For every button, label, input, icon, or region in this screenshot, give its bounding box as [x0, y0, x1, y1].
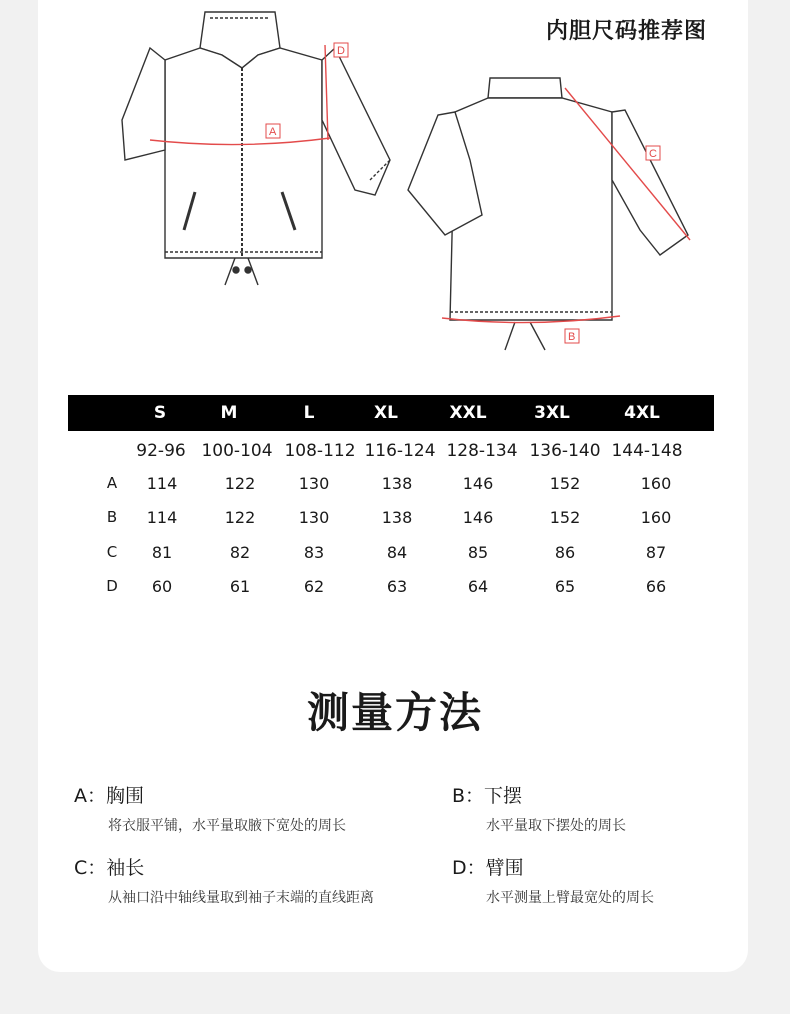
- table-cell: 81: [151, 543, 173, 562]
- size-header: M: [220, 403, 238, 423]
- table-cell: 82: [229, 543, 251, 562]
- table-cell: 122: [224, 508, 256, 527]
- range-cell: 100-104: [201, 441, 273, 461]
- size-range-row: [0, 441, 790, 463]
- size-header: S: [153, 403, 167, 423]
- range-cell: 92-96: [136, 441, 186, 461]
- table-cell: 85: [467, 543, 489, 562]
- measure-desc-chest: 将衣服平铺，水平量取腋下宽处的周长: [108, 818, 346, 834]
- table-cell: 61: [229, 577, 251, 596]
- table-cell: 146: [462, 474, 494, 493]
- row-label: A: [106, 474, 118, 492]
- back-jacket-illustration: [408, 78, 688, 350]
- table-cell: 130: [298, 474, 330, 493]
- measure-head-chest: A：胸围: [74, 785, 144, 807]
- measure-section-title: 测量方法: [306, 688, 483, 737]
- table-cell: 160: [640, 508, 672, 527]
- table-row: [0, 508, 790, 530]
- size-header: 3XL: [534, 403, 570, 423]
- table-cell: 122: [224, 474, 256, 493]
- table-row: [0, 543, 790, 565]
- measure-head-sleeve: C：袖长: [74, 857, 145, 879]
- size-header: XXL: [449, 403, 487, 423]
- marker-d: D: [337, 45, 345, 57]
- table-cell: 83: [303, 543, 325, 562]
- table-cell: 152: [549, 474, 581, 493]
- row-label: B: [106, 508, 118, 526]
- table-cell: 66: [645, 577, 667, 596]
- table-cell: 152: [549, 508, 581, 527]
- range-cell: 144-148: [611, 441, 683, 461]
- garment-diagram: [0, 0, 790, 370]
- measure-desc-sleeve: 从袖口沿中轴线量取到袖子末端的直线距离: [108, 890, 374, 906]
- table-cell: 65: [554, 577, 576, 596]
- marker-b: B: [568, 331, 576, 343]
- table-cell: 138: [381, 508, 413, 527]
- measure-desc-arm: 水平测量上臂最宽处的周长: [486, 890, 654, 906]
- front-jacket-illustration: [122, 12, 390, 285]
- range-cell: 108-112: [284, 441, 356, 461]
- marker-c: C: [649, 148, 657, 160]
- row-label: C: [106, 543, 118, 561]
- table-cell: 130: [298, 508, 330, 527]
- table-row: [0, 577, 790, 599]
- measure-head-arm: D：臂围: [452, 857, 524, 879]
- row-label: D: [106, 577, 118, 595]
- measure-head-hem: B：下摆: [452, 785, 523, 807]
- table-row: [0, 474, 790, 496]
- table-cell: 60: [151, 577, 173, 596]
- table-cell: 86: [554, 543, 576, 562]
- size-header: L: [303, 403, 315, 423]
- table-cell: 87: [645, 543, 667, 562]
- range-cell: 128-134: [446, 441, 518, 461]
- table-cell: 114: [146, 474, 178, 493]
- table-cell: 138: [381, 474, 413, 493]
- page-title: 内胆尺码推荐图: [546, 19, 708, 44]
- table-cell: 62: [303, 577, 325, 596]
- measure-desc-hem: 水平量取下摆处的周长: [486, 818, 626, 834]
- range-cell: 136-140: [529, 441, 601, 461]
- range-cell: 116-124: [364, 441, 436, 461]
- table-cell: 63: [386, 577, 408, 596]
- size-header: 4XL: [624, 403, 660, 423]
- size-header: XL: [374, 403, 398, 423]
- table-cell: 64: [467, 577, 489, 596]
- table-cell: 84: [386, 543, 408, 562]
- table-cell: 160: [640, 474, 672, 493]
- table-cell: 114: [146, 508, 178, 527]
- table-cell: 146: [462, 508, 494, 527]
- marker-a: A: [269, 126, 277, 138]
- size-table-header: [68, 395, 714, 431]
